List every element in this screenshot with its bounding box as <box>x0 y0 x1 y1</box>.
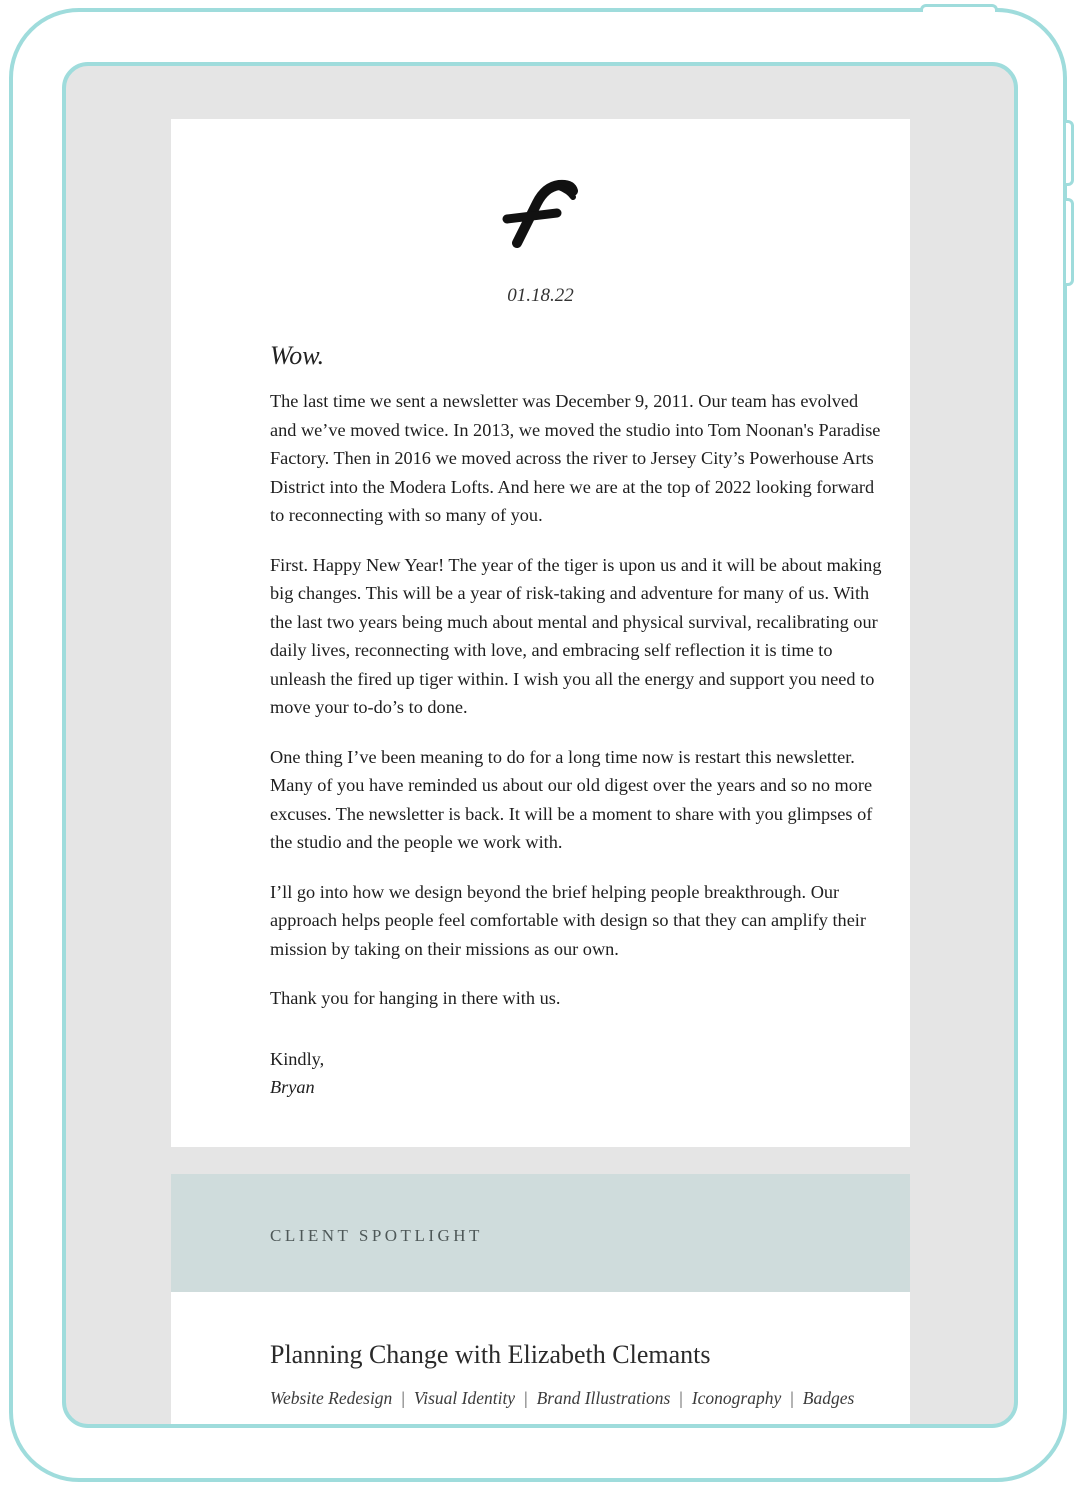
newsletter-date: 01.18.22 <box>507 285 574 306</box>
letter-paragraph: One thing I’ve been meaning to do for a long time now is restart this newsletter. Many of you have reminded us about our old digest over the years and so no more excuses. The newsletter is back. It will be a moment to share with you glimpses of the studio and the people we work with. <box>270 746 873 852</box>
tag-separator: | <box>679 1388 683 1408</box>
signature-name: Bryan <box>270 1076 315 1097</box>
volume-up-button <box>1066 120 1074 186</box>
tag-separator: | <box>524 1388 528 1408</box>
letter-paragraph: I’ll go into how we design beyond the brief helping people breakthrough. Our approach helps people feel comfortable with design so that they can amplify their mission by taking on their missions as our own. <box>270 881 866 959</box>
letter-paragraph: Thank you for hanging in there with us. <box>270 988 561 1008</box>
tablet-screen <box>62 62 1018 1428</box>
power-button <box>920 4 998 12</box>
tag-iconography: Iconography <box>691 1388 782 1408</box>
spotlight-project-card <box>171 1292 910 1428</box>
tag-separator: | <box>790 1388 794 1408</box>
letter-paragraph: First. Happy New Year! The year of the tiger is upon us and it will be about making big changes. This will be a year of risk-taking and adventure for many of us. With the last two years being much about mental and physical survival, recalibrating our daily lives, reconnecting with love, and embracing self reflection it is time to unleash the fired up tiger within. I wish you all the energy and support you need to move your to-do’s to done. <box>270 554 882 717</box>
signoff-block <box>270 1045 882 1101</box>
tag-badges: Badges <box>802 1388 855 1408</box>
tag-visual-identity: Visual Identity <box>413 1388 516 1408</box>
project-tags <box>270 1388 854 1409</box>
client-spotlight-banner <box>171 1174 910 1293</box>
letter-body <box>270 387 882 1101</box>
section-label: CLIENT SPOTLIGHT <box>270 1226 483 1245</box>
volume-down-button <box>1066 198 1074 286</box>
tag-separator: | <box>401 1388 405 1408</box>
closing-text: Kindly, <box>270 1048 325 1069</box>
tag-website-redesign: Website Redesign <box>270 1388 393 1408</box>
f-curl-logo-icon <box>501 179 581 249</box>
letter-paragraph: The last time we sent a newsletter was December 9, 2011. Our team has evolved and we’ve moved twice. In 2013, we moved the studio into Tom Noonan's Paradise Factory. Then in 2016 we moved across the river to Jersey City’s Powerhouse Arts District into the Modera Lofts. And here we are at the top of 2022 looking forward to reconnecting with so many of you. <box>270 391 881 525</box>
newsletter-letter-card <box>171 119 910 1147</box>
project-title[interactable]: Planning Change with Elizabeth Clemants <box>270 1340 711 1369</box>
greeting-heading: Wow. <box>270 341 325 370</box>
tag-brand-illustrations: Brand Illustrations <box>536 1388 671 1408</box>
